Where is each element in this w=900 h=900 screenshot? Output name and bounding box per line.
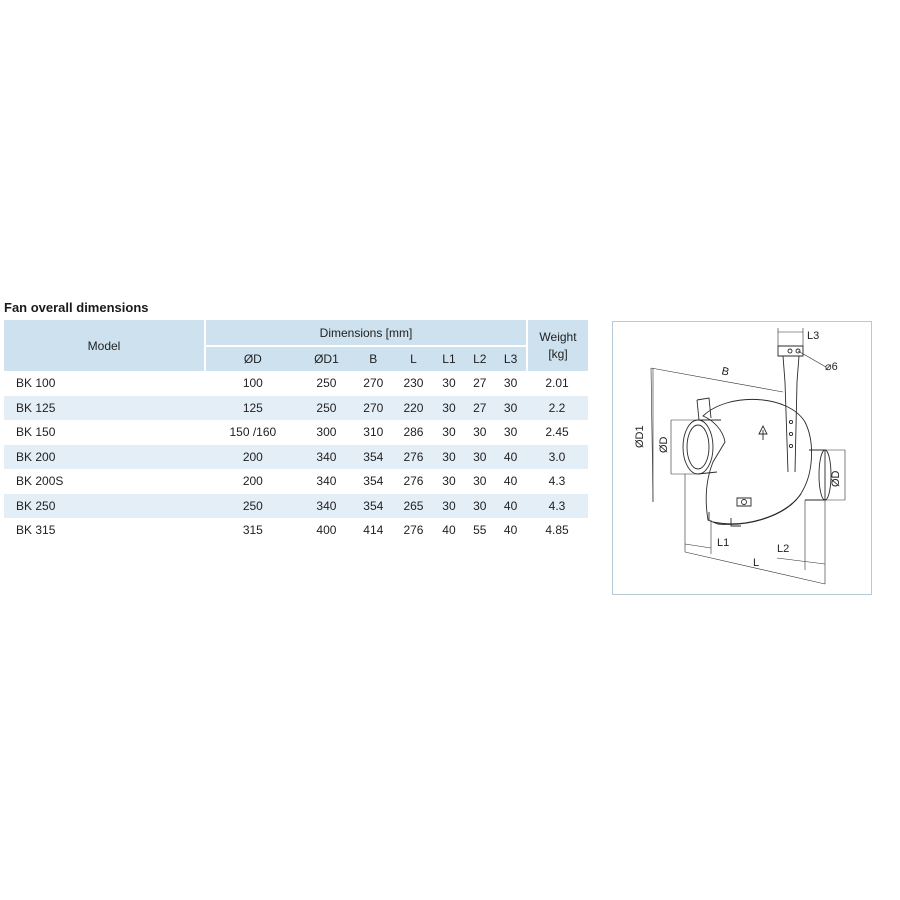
cable-gland-port — [742, 500, 747, 505]
dimension-cell: 270 — [363, 376, 384, 391]
bracket-bolt-2 — [789, 432, 792, 435]
dimension-cell: 30 — [464, 494, 495, 519]
B-dimension-line — [651, 368, 783, 392]
model-cell: BK 200 — [4, 445, 206, 470]
label-hole: ⌀6 — [825, 361, 838, 373]
weight-cell: 4.85 — [545, 523, 569, 538]
bracket-arm — [783, 356, 799, 472]
dimension-cell: 200 — [206, 445, 300, 470]
L2-dimension-line — [777, 558, 825, 564]
model-cell: BK 200S — [16, 474, 64, 489]
label-B: B — [720, 365, 731, 379]
model-cell: BK 250 — [4, 494, 206, 519]
inlet-sides — [698, 420, 721, 474]
dimension-cell: 30 — [442, 425, 456, 440]
weight-cell: 2.01 — [545, 376, 569, 391]
bracket-bolt-3 — [789, 444, 792, 447]
weight-header-unit: [kg] — [548, 346, 568, 361]
dimension-cell: 30 — [434, 396, 465, 421]
label-L1: L1 — [717, 537, 730, 549]
label-D1: ØD1 — [634, 425, 646, 448]
dimension-cell: 27 — [473, 376, 487, 391]
dimension-cell: 265 — [393, 494, 433, 519]
outlet-cylinder — [805, 450, 825, 500]
dimension-cell: 30 — [434, 494, 465, 519]
weight-cell: 2.2 — [526, 396, 588, 421]
bracket-hole-1 — [788, 349, 792, 353]
dimension-cell: 30 — [464, 445, 495, 470]
model-cell: BK 100 — [16, 376, 56, 391]
dimension-cell: 220 — [393, 396, 433, 421]
model-header: Model — [4, 320, 206, 371]
dimension-cell: 276 — [403, 474, 424, 489]
weight-header — [526, 320, 588, 371]
column-header: L2 — [464, 347, 495, 371]
dimension-cell: 40 — [503, 474, 518, 489]
dimension-cell: 30 — [503, 425, 518, 440]
table-row — [4, 445, 588, 470]
column-header: ØD1 — [300, 347, 354, 371]
bracket-top-plate — [778, 346, 803, 356]
table-row — [4, 420, 588, 445]
weight-header-label: Weight — [539, 329, 577, 344]
dimension-cell: 250 — [300, 396, 354, 421]
dimension-cell: 55 — [473, 523, 487, 538]
fan-dimension-diagram — [612, 321, 872, 595]
dimension-cell: 125 — [206, 396, 300, 421]
dimension-cell: 30 — [434, 445, 465, 470]
column-header: L3 — [495, 347, 526, 371]
dimension-cell: 30 — [473, 425, 487, 440]
L1-dimension-line — [685, 544, 711, 548]
dimension-cell: 30 — [442, 376, 456, 391]
dimension-cell: 276 — [393, 445, 433, 470]
model-cell: BK 315 — [16, 523, 56, 538]
table-row — [4, 371, 588, 396]
model-cell: BK 125 — [4, 396, 206, 421]
dimension-cell: 354 — [353, 494, 393, 519]
weight-cell: 4.3 — [548, 474, 566, 489]
dimension-cell: 300 — [316, 425, 337, 440]
dimension-cell: 276 — [403, 523, 424, 538]
airflow-arrow-icon — [759, 426, 767, 440]
table-row — [4, 518, 588, 543]
dimension-cell: 270 — [353, 396, 393, 421]
dimension-cell: 230 — [403, 376, 424, 391]
section-title: Fan overall dimensions — [4, 300, 149, 315]
column-header: L1 — [434, 347, 465, 371]
dimension-cell: 40 — [503, 523, 518, 538]
label-L3: L3 — [807, 330, 820, 342]
dimension-lines — [651, 328, 845, 584]
dimension-cell: 40 — [495, 445, 526, 470]
column-header: B — [353, 347, 393, 371]
dimensions-table — [4, 320, 588, 543]
dimension-cell: 250 — [206, 494, 300, 519]
label-D-left: ØD — [658, 436, 670, 453]
dimension-cell: 150 /160 — [229, 425, 277, 440]
label-L: L — [753, 557, 760, 569]
inlet-inner-ring — [687, 425, 709, 469]
dimension-cell: 250 — [316, 376, 337, 391]
dimension-cell: 100 — [242, 376, 263, 391]
fan-outline — [683, 346, 831, 526]
housing-rim — [709, 494, 801, 524]
dimension-cell: 310 — [363, 425, 384, 440]
table-row — [4, 494, 588, 519]
column-header: L — [393, 347, 433, 371]
dimensions-header: Dimensions [mm] — [206, 320, 526, 347]
weight-cell: 2.45 — [545, 425, 569, 440]
fan-drawing — [613, 322, 871, 594]
dimension-cell: 354 — [353, 445, 393, 470]
dimension-cell: 286 — [403, 425, 424, 440]
inlet-opening — [683, 420, 713, 474]
weight-cell: 3.0 — [526, 445, 588, 470]
dimension-cell: 340 — [300, 445, 354, 470]
dimension-cell: 400 — [316, 523, 337, 538]
dimension-cell: 30 — [442, 474, 456, 489]
dimension-cell: 340 — [300, 494, 354, 519]
weight-cell: 4.3 — [526, 494, 588, 519]
table-row — [4, 396, 588, 421]
table-row — [4, 469, 588, 494]
dimension-cell: 30 — [503, 376, 518, 391]
dimension-cell: 414 — [363, 523, 384, 538]
hole-leader-line — [798, 351, 826, 367]
label-L2: L2 — [777, 543, 790, 555]
dimension-cell: 30 — [473, 474, 487, 489]
dimension-cell: 40 — [495, 494, 526, 519]
dimension-cell: 200 — [242, 474, 263, 489]
dimension-cell: 40 — [442, 523, 456, 538]
label-D-right: ØD — [830, 470, 842, 487]
dimension-cell: 315 — [242, 523, 263, 538]
model-cell: BK 150 — [16, 425, 56, 440]
column-header: ØD — [206, 347, 300, 371]
dimension-cell: 354 — [363, 474, 384, 489]
dimension-cell: 340 — [316, 474, 337, 489]
dimension-cell: 27 — [464, 396, 495, 421]
dimension-labels — [634, 330, 842, 569]
bracket-bolt-1 — [789, 420, 792, 423]
dimension-cell: 30 — [495, 396, 526, 421]
table-body — [4, 371, 588, 543]
